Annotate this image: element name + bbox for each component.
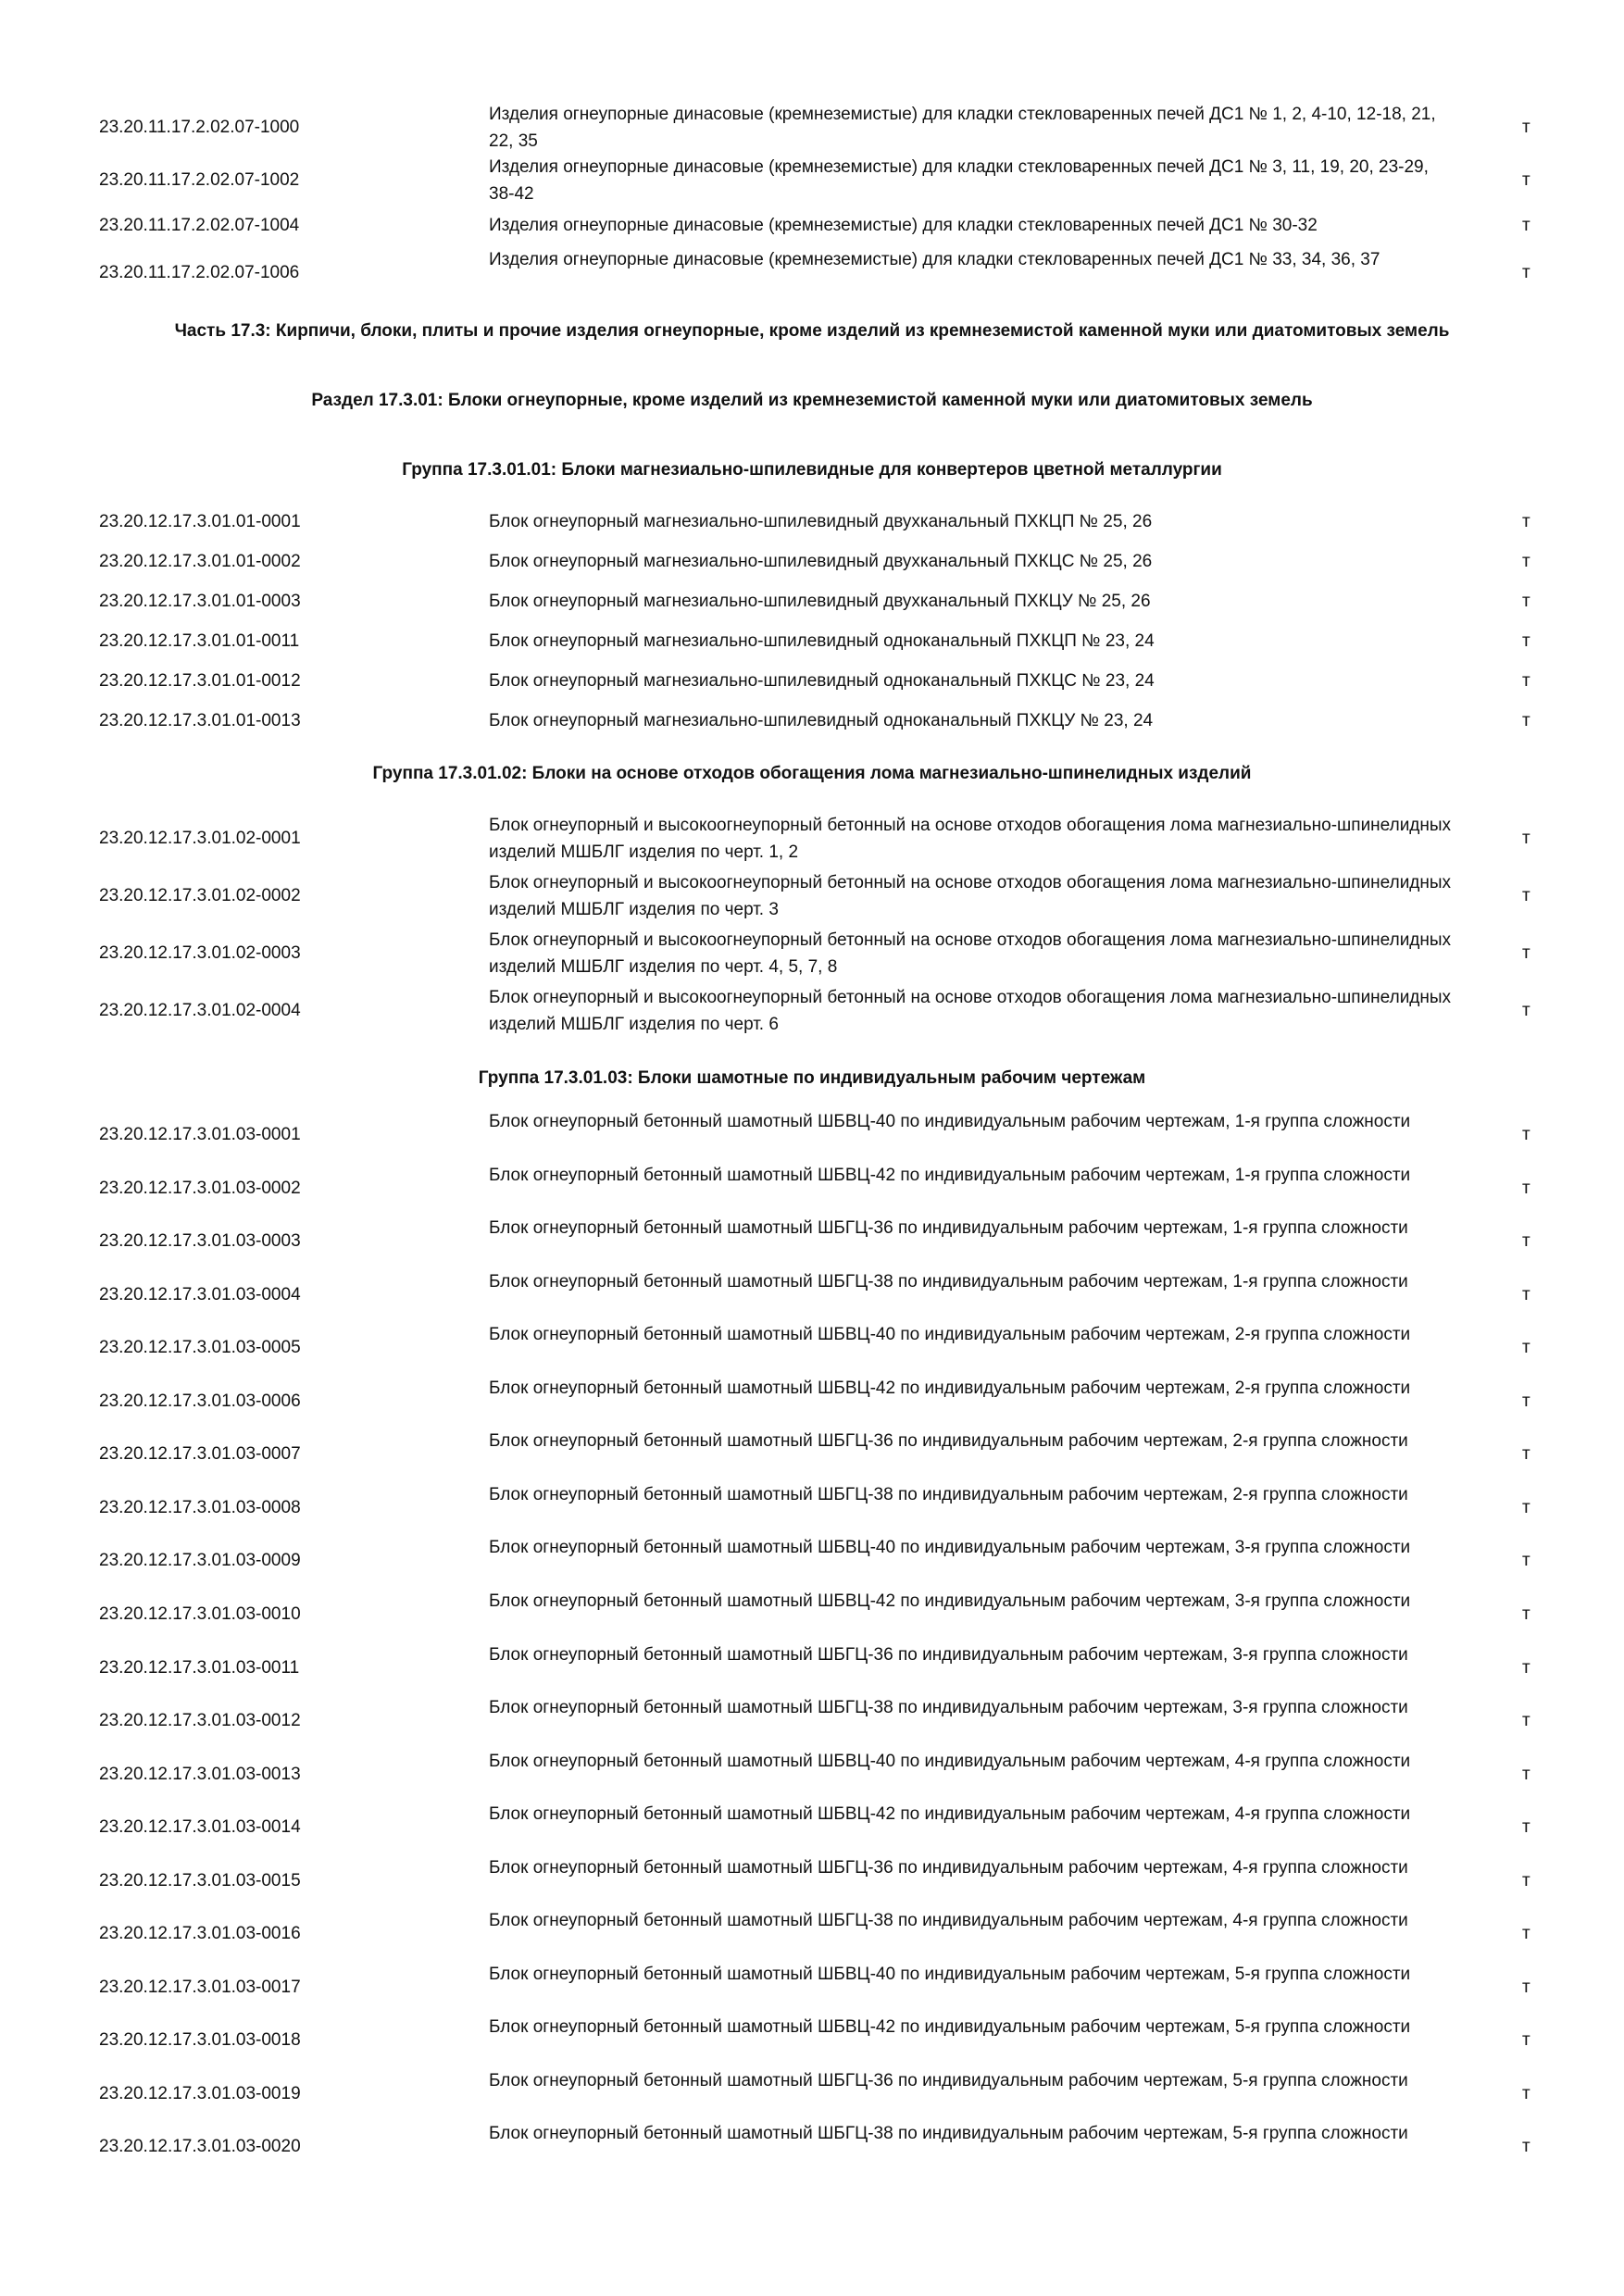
row-name: Блок огнеупорный бетонный шамотный ШБГЦ-38 по индивидуальным рабочим чертежам, 5-я группа сложности (489, 2124, 1408, 2144)
row-unit: т (1522, 592, 1530, 611)
row-name: Блок огнеупорный бетонный шамотный ШБГЦ-36 по индивидуальным рабочим чертежам, 1-я группа сложности (489, 1218, 1408, 1239)
row-name: Блок огнеупорный магнезиально-шпилевидный двухканальный ПХКЦП № 25, 26 (489, 512, 1153, 531)
row-code: 23.20.12.17.3.01.03-0005 (99, 1338, 301, 1358)
row-code: 23.20.11.17.2.02.07-1006 (99, 263, 300, 282)
row-code: 23.20.12.17.3.01.03-0017 (99, 1977, 301, 1997)
row-code: 23.20.12.17.3.01.01-0013 (99, 711, 301, 730)
row-unit: т (1522, 1284, 1530, 1304)
row-name: Блок огнеупорный магнезиально-шпилевидный одноканальный ПХКЦУ № 23, 24 (489, 711, 1154, 730)
row-unit: т (1522, 1001, 1530, 1020)
group-heading-1: Группа 17.3.01.01: Блоки магнезиально-шпилевидные для конвертеров цветной металлургии (402, 460, 1222, 480)
row-unit: т (1522, 886, 1530, 905)
row-code: 23.20.12.17.3.01.03-0014 (99, 1817, 301, 1838)
row-name: Блок огнеупорный бетонный шамотный ШБВЦ-40 по индивидуальным рабочим чертежам, 1-я группа сложности (489, 1112, 1411, 1131)
row-unit: т (1522, 1338, 1530, 1358)
row-code: 23.20.12.17.3.01.03-0018 (99, 2030, 301, 2051)
row-name: Блок огнеупорный и высокоогнеупорный бетонный на основе отходов обогащения лома магнезиально-шпинелидных изделий МШБЛГ изделия по черт. 3 (489, 873, 1452, 919)
row-unit: т (1522, 1603, 1530, 1624)
row-name: Изделия огнеупорные динасовые (кремнеземистые) для кладки стекловаренных печей ДС1 № 1, 2, 4-10, 12-18, 21, 22, 35 (489, 105, 1436, 151)
row-code: 23.20.12.17.3.01.03-0012 (99, 1711, 301, 1731)
row-name: Блок огнеупорный бетонный шамотный ШБВЦ-40 по индивидуальным рабочим чертежам, 3-я группа сложности (489, 1538, 1411, 1558)
group-heading-2: Группа 17.3.01.02: Блоки на основе отходов обогащения лома магнезиально-шпинелидных изделий (372, 764, 1252, 783)
row-unit: т (1522, 631, 1530, 651)
row-unit: т (1522, 170, 1530, 190)
row-code: 23.20.12.17.3.01.02-0002 (99, 886, 301, 905)
row-unit: т (1522, 1764, 1530, 1784)
row-unit: т (1522, 512, 1530, 531)
row-name: Блок огнеупорный бетонный шамотный ШБВЦ-42 по индивидуальным рабочим чертежам, 2-я группа сложности (489, 1378, 1411, 1398)
row-name: Блок огнеупорный бетонный шамотный ШБГЦ-38 по индивидуальным рабочим чертежам, 4-я группа сложности (489, 1911, 1408, 1931)
section-heading: Раздел 17.3.01: Блоки огнеупорные, кроме изделий из кремнеземистой каменной муки или диатомитовых земель (311, 391, 1313, 410)
row-name: Блок огнеупорный бетонный шамотный ШБВЦ-42 по индивидуальным рабочим чертежам, 3-я группа сложности (489, 1591, 1411, 1611)
row-unit: т (1522, 552, 1530, 571)
row-name: Блок огнеупорный бетонный шамотный ШБВЦ-40 по индивидуальным рабочим чертежам, 5-я группа сложности (489, 1964, 1411, 1984)
row-unit: т (1522, 1391, 1530, 1411)
row-unit: т (1522, 671, 1530, 691)
row-name: Блок огнеупорный бетонный шамотный ШБВЦ-42 по индивидуальным рабочим чертежам, 5-я группа сложности (489, 2017, 1411, 2038)
row-name: Блок огнеупорный магнезиально-шпилевидный одноканальный ПХКЦС № 23, 24 (489, 671, 1155, 691)
row-name: Блок огнеупорный бетонный шамотный ШБГЦ-36 по индивидуальным рабочим чертежам, 4-я группа сложности (489, 1857, 1408, 1878)
row-unit: т (1522, 263, 1530, 282)
row-name: Блок огнеупорный и высокоогнеупорный бетонный на основе отходов обогащения лома магнезиально-шпинелидных изделий МШБЛГ изделия по черт. 6 (489, 988, 1452, 1034)
row-code: 23.20.12.17.3.01.03-0013 (99, 1764, 301, 1784)
row-code: 23.20.12.17.3.01.03-0004 (99, 1284, 301, 1304)
row-unit: т (1522, 1977, 1530, 1997)
row-unit: т (1522, 1711, 1530, 1731)
row-unit: т (1522, 1444, 1530, 1465)
part-heading: Часть 17.3: Кирпичи, блоки, плиты и прочие изделия огнеупорные, кроме изделий из кремнеземистой каменной муки или диатомитовых земель (174, 321, 1450, 341)
row-unit: т (1522, 2137, 1530, 2157)
row-unit: т (1522, 829, 1530, 848)
row-code: 23.20.12.17.3.01.01-0012 (99, 671, 301, 691)
row-unit: т (1522, 1551, 1530, 1571)
row-unit: т (1522, 1497, 1530, 1517)
row-name: Блок огнеупорный бетонный шамотный ШБГЦ-38 по индивидуальным рабочим чертежам, 3-я группа сложности (489, 1698, 1408, 1718)
row-code: 23.20.12.17.3.01.03-0002 (99, 1178, 301, 1198)
row-code: 23.20.12.17.3.01.01-0011 (99, 631, 300, 651)
row-unit: т (1522, 1870, 1530, 1890)
row-name: Блок огнеупорный магнезиально-шпилевидный двухканальный ПХКЦУ № 25, 26 (489, 592, 1151, 611)
row-name: Блок огнеупорный бетонный шамотный ШБГЦ-38 по индивидуальным рабочим чертежам, 1-я группа сложности (489, 1271, 1408, 1292)
row-unit: т (1522, 2083, 1530, 2103)
row-name: Блок огнеупорный бетонный шамотный ШБГЦ-38 по индивидуальным рабочим чертежам, 2-я группа сложности (489, 1484, 1408, 1504)
row-unit: т (1522, 118, 1530, 137)
row-code: 23.20.12.17.3.01.02-0003 (99, 943, 301, 963)
row-code: 23.20.12.17.3.01.03-0001 (99, 1125, 301, 1144)
row-unit: т (1522, 1125, 1530, 1144)
row-name: Блок огнеупорный бетонный шамотный ШБГЦ-36 по индивидуальным рабочим чертежам, 5-я группа сложности (489, 2070, 1408, 2090)
row-name: Блок огнеупорный магнезиально-шпилевидный двухканальный ПХКЦС № 25, 26 (489, 552, 1153, 571)
row-code: 23.20.12.17.3.01.03-0009 (99, 1551, 301, 1571)
row-unit: т (1522, 1817, 1530, 1838)
row-name: Изделия огнеупорные динасовые (кремнеземистые) для кладки стекловаренных печей ДС1 № 3, 11, 19, 20, 23-29, 38-42 (489, 157, 1429, 204)
row-code: 23.20.12.17.3.01.03-0020 (99, 2137, 301, 2157)
row-code: 23.20.12.17.3.01.03-0016 (99, 1924, 301, 1944)
row-code: 23.20.12.17.3.01.03-0010 (99, 1603, 301, 1624)
row-code: 23.20.11.17.2.02.07-1004 (99, 216, 300, 235)
row-unit: т (1522, 2030, 1530, 2051)
row-name: Блок огнеупорный бетонный шамотный ШБВЦ-40 по индивидуальным рабочим чертежам, 2-я группа сложности (489, 1325, 1411, 1345)
row-unit: т (1522, 216, 1530, 235)
row-name: Блок огнеупорный бетонный шамотный ШБВЦ-42 по индивидуальным рабочим чертежам, 1-я группа сложности (489, 1165, 1411, 1185)
row-code: 23.20.12.17.3.01.03-0011 (99, 1657, 300, 1678)
row-name: Блок огнеупорный и высокоогнеупорный бетонный на основе отходов обогащения лома магнезиально-шпинелидных изделий МШБЛГ изделия по черт. 4, 5, 7, 8 (489, 930, 1452, 977)
row-code: 23.20.12.17.3.01.02-0001 (99, 829, 301, 848)
row-unit: т (1522, 711, 1530, 730)
row-unit: т (1522, 1924, 1530, 1944)
row-name: Блок огнеупорный бетонный шамотный ШБГЦ-36 по индивидуальным рабочим чертежам, 2-я группа сложности (489, 1431, 1408, 1452)
row-unit: т (1522, 1231, 1530, 1252)
row-unit: т (1522, 1178, 1530, 1198)
row-code: 23.20.11.17.2.02.07-1002 (99, 170, 300, 190)
row-code: 23.20.12.17.3.01.01-0003 (99, 592, 301, 611)
row-code: 23.20.12.17.3.01.01-0002 (99, 552, 301, 571)
row-code: 23.20.12.17.3.01.03-0015 (99, 1870, 301, 1890)
row-unit: т (1522, 943, 1530, 963)
row-code: 23.20.12.17.3.01.03-0019 (99, 2083, 301, 2103)
group-heading-3: Группа 17.3.01.03: Блоки шамотные по индивидуальным рабочим чертежам (478, 1068, 1146, 1088)
row-unit: т (1522, 1657, 1530, 1678)
row-code: 23.20.12.17.3.01.03-0006 (99, 1391, 301, 1411)
row-code: 23.20.12.17.3.01.02-0004 (99, 1001, 301, 1020)
row-code: 23.20.12.17.3.01.03-0003 (99, 1231, 301, 1252)
row-name: Блок огнеупорный магнезиально-шпилевидный одноканальный ПХКЦП № 23, 24 (489, 631, 1155, 651)
row-code: 23.20.12.17.3.01.03-0008 (99, 1497, 301, 1517)
row-code: 23.20.12.17.3.01.03-0007 (99, 1444, 301, 1465)
row-name: Изделия огнеупорные динасовые (кремнеземистые) для кладки стекловаренных печей ДС1 № 33, 34, 36, 37 (489, 250, 1380, 269)
row-name: Блок огнеупорный бетонный шамотный ШБВЦ-40 по индивидуальным рабочим чертежам, 4-я группа сложности (489, 1751, 1411, 1771)
row-code: 23.20.11.17.2.02.07-1000 (99, 118, 300, 137)
row-code: 23.20.12.17.3.01.01-0001 (99, 512, 301, 531)
row-name: Блок огнеупорный бетонный шамотный ШБГЦ-36 по индивидуальным рабочим чертежам, 3-я группа сложности (489, 1644, 1408, 1665)
row-name: Блок огнеупорный бетонный шамотный ШБВЦ-42 по индивидуальным рабочим чертежам, 4-я группа сложности (489, 1804, 1411, 1825)
row-name: Блок огнеупорный и высокоогнеупорный бетонный на основе отходов обогащения лома магнезиально-шпинелидных изделий МШБЛГ изделия по черт. 1, 2 (489, 816, 1452, 862)
row-name: Изделия огнеупорные динасовые (кремнеземистые) для кладки стекловаренных печей ДС1 № 30-32 (489, 216, 1318, 235)
